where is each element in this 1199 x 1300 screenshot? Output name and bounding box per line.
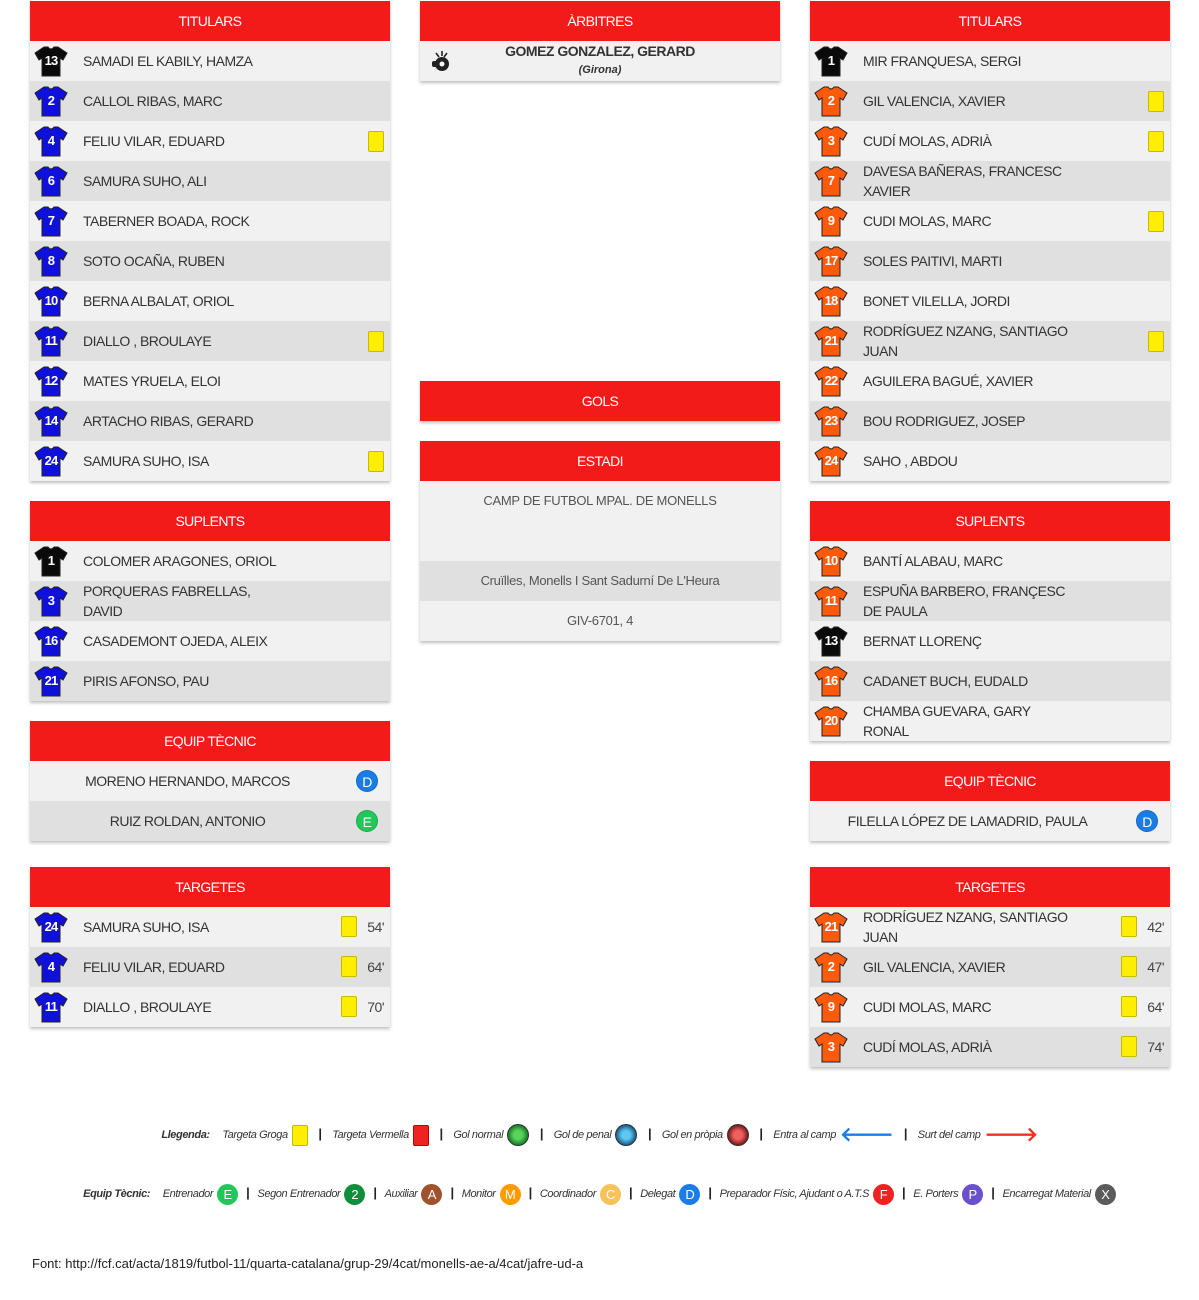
player-name: PORQUERAS FABRELLAS, DAVID: [83, 583, 251, 619]
shirt-icon: [814, 625, 848, 657]
shirt-icon: [814, 165, 848, 197]
player-name: BONET VILELLA, JORDI: [863, 293, 1010, 309]
home-targetes-list: [30, 907, 390, 1027]
legend-item-yellow: [222, 1129, 307, 1141]
player-row: [810, 81, 1170, 121]
player-row: [810, 541, 1170, 581]
shirt-number: 20: [824, 713, 838, 728]
away-targetes-list: [810, 907, 1170, 1067]
player-row: [30, 401, 390, 441]
shirt-icon: [34, 445, 68, 477]
shirt-number: 3: [827, 133, 835, 148]
role-badge-icon: A: [421, 1184, 442, 1205]
shirt-icon: [814, 45, 848, 77]
player-row: [30, 121, 390, 161]
home-targetes-header: TARGETES: [30, 867, 390, 907]
shirt-icon: [814, 665, 848, 697]
shirt-icon: [34, 325, 68, 357]
player-name: BANTÍ ALABAU, MARC: [863, 553, 1003, 569]
away-tecnic-panel: [810, 761, 1170, 841]
estadi-panel: [420, 441, 780, 641]
legend-item-own-goal: [662, 1129, 749, 1141]
shirt-number: 12: [44, 373, 58, 388]
player-name: PIRIS AFONSO, PAU: [83, 673, 209, 689]
away-suplents-panel: [810, 501, 1170, 741]
shirt-number: 9: [827, 999, 835, 1014]
staff-row: [810, 801, 1170, 841]
legend-item-enter: [773, 1124, 894, 1146]
away-targetes-panel: [810, 867, 1170, 1067]
home-suplents-header: SUPLENTS: [30, 501, 390, 541]
gols-panel: [420, 381, 780, 421]
player-row: [810, 441, 1170, 481]
arrow-right-icon: 🡒: [984, 1124, 1038, 1146]
staff-legend-item: [640, 1188, 700, 1200]
shirt-icon: [814, 245, 848, 277]
legend-item-red: [332, 1129, 429, 1141]
player-name: GIL VALENCIA, XAVIER: [863, 93, 1006, 109]
player-name: FELIU VILAR, EDUARD: [83, 959, 225, 975]
staff-legend-item: [257, 1188, 365, 1200]
arbitres-panel: [420, 1, 780, 81]
away-suplents-header: SUPLENTS: [810, 501, 1170, 541]
player-row: [30, 281, 390, 321]
player-row: [810, 401, 1170, 441]
yellow-card-icon: [341, 996, 357, 1017]
shirt-number: 11: [44, 333, 58, 348]
player-row: [810, 241, 1170, 281]
away-tecnic-header: EQUIP TÈCNIC: [810, 761, 1170, 801]
shirt-icon: [814, 585, 848, 617]
role-badge-icon: P: [962, 1184, 983, 1205]
legend-label: Targeta Vermella: [332, 1128, 409, 1141]
arrow-left-icon: 🡐: [839, 1124, 894, 1146]
player-name: SAMADI EL KABILY, HAMZA: [83, 53, 253, 69]
shirt-icon: [814, 405, 848, 437]
shirt-number: 16: [44, 633, 58, 648]
player-name: CALLOL RIBAS, MARC: [83, 93, 223, 109]
shirt-icon: [34, 205, 68, 237]
legend-item-penalty: [554, 1129, 638, 1141]
shirt-icon: [34, 285, 68, 317]
yellow-card-icon: [341, 916, 357, 937]
staff-name: FILELLA LÓPEZ DE LAMADRID, PAULA: [847, 813, 1088, 829]
gols-header: GOLS: [420, 381, 780, 421]
shirt-number: 6: [47, 173, 55, 188]
role-badge-icon: D: [679, 1184, 700, 1205]
card-minute: 42': [1147, 919, 1164, 935]
player-name: RODRÍGUEZ NZANG, SANTIAGO JUAN: [863, 323, 1068, 359]
shirt-icon: [34, 125, 68, 157]
shirt-icon: [34, 665, 68, 697]
staff-legend-item: [385, 1188, 443, 1200]
shirt-number: 3: [47, 593, 55, 608]
card-minute: 64': [367, 959, 384, 975]
shirt-icon: [34, 405, 68, 437]
staff-row: [30, 761, 390, 801]
shirt-number: 21: [824, 333, 838, 348]
shirt-number: 14: [44, 413, 58, 428]
player-name: ESPUÑA BARBERO, FRANÇESC DE PAULA: [863, 583, 1065, 619]
yellow-card-icon: [341, 956, 357, 977]
stadium-address: GIV-6701, 4: [420, 601, 780, 641]
player-name: MATES YRUELA, ELOI: [83, 373, 221, 389]
shirt-number: 11: [824, 593, 838, 608]
staff-legend-label: Auxiliar: [384, 1188, 418, 1201]
player-name: RODRÍGUEZ NZANG, SANTIAGO JUAN: [863, 909, 1068, 945]
player-row: [30, 661, 390, 701]
staff-legend-label: Segon Entrenador: [257, 1188, 341, 1201]
card-row: [810, 987, 1170, 1027]
player-name: SOLES PAITIVI, MARTI: [863, 253, 1002, 269]
shirt-number: 22: [824, 373, 838, 388]
shirt-icon: [34, 85, 68, 117]
estadi-header: ESTADI: [420, 441, 780, 481]
shirt-icon: [34, 45, 68, 77]
role-badge: E: [356, 810, 378, 832]
yellow-card-icon: [368, 451, 384, 472]
legend-label: Gol normal: [453, 1128, 504, 1141]
player-name: BERNA ALBALAT, ORIOL: [83, 293, 234, 309]
red-card-icon: [413, 1125, 429, 1146]
player-name: SAMURA SUHO, ISA: [83, 919, 209, 935]
shirt-icon: [814, 205, 848, 237]
shirt-icon: [34, 365, 68, 397]
shirt-icon: [814, 951, 848, 983]
player-name: GIL VALENCIA, XAVIER: [863, 959, 1006, 975]
player-name: TABERNER BOADA, ROCK: [83, 213, 250, 229]
shirt-icon: [34, 585, 68, 617]
staff-legend-label: Preparador Físic, Ajudant o A.T.S: [719, 1188, 870, 1201]
shirt-icon: [814, 365, 848, 397]
legend-label: Targeta Groga: [222, 1128, 288, 1141]
player-name: CADANET BUCH, EUDALD: [863, 673, 1028, 689]
shirt-icon: [814, 911, 848, 943]
yellow-card-icon: [1121, 956, 1137, 977]
staff-legend-item: [720, 1188, 894, 1200]
card-row: [30, 907, 390, 947]
shirt-icon: [34, 245, 68, 277]
yellow-card-icon: [1148, 91, 1164, 112]
player-row: [810, 41, 1170, 81]
player-name: COLOMER ARAGONES, ORIOL: [83, 553, 277, 569]
referee-city: (Girona): [578, 64, 622, 76]
role-badge-icon: X: [1095, 1184, 1116, 1205]
shirt-number: 24: [824, 453, 838, 468]
player-name: DAVESA BAÑERAS, FRANCESC XAVIER: [863, 163, 1062, 199]
home-suplents-panel: [30, 501, 390, 701]
staff-legend-items: Entrenador E | Segon Entrenador 2 | Auxiliar A | Monitor M | Coordinador C | Delegat D | Preparador Físic, Ajudant o A.T.S F | E. Porters P | Encarregat Material X: [163, 1188, 1116, 1200]
player-name: FELIU VILAR, EDUARD: [83, 133, 225, 149]
away-targetes-header: TARGETES: [810, 867, 1170, 907]
legend-label: Surt del camp: [917, 1128, 981, 1141]
shirt-icon: [34, 951, 68, 983]
staff-legend-title: Equip Tècnic:: [83, 1188, 151, 1201]
shirt-icon: [814, 705, 848, 737]
card-minute: 74': [1147, 1039, 1164, 1055]
staff-legend-label: E. Porters: [913, 1188, 959, 1201]
player-row: [30, 581, 390, 621]
home-titulars-header: TITULARS: [30, 1, 390, 41]
legend-bar: Llegenda: Targeta Groga | Targeta Vermella | Gol normal | Gol de penal | Gol en pròpia | Entra al camp 🡐 | Surt del camp 🡒: [161, 1124, 1038, 1146]
shirt-number: 4: [47, 959, 55, 974]
player-name: ARTACHO RIBAS, GERARD: [83, 413, 254, 429]
shirt-icon: [814, 1031, 848, 1063]
goal-ball-blue-icon: [615, 1124, 637, 1146]
yellow-card-icon: [1148, 131, 1164, 152]
player-name: SOTO OCAÑA, RUBEN: [83, 253, 225, 269]
card-minute: 54': [367, 919, 384, 935]
yellow-card-icon: [1121, 916, 1137, 937]
shirt-icon: [814, 85, 848, 117]
player-name: BOU RODRIGUEZ, JOSEP: [863, 413, 1025, 429]
player-name: CUDÍ MOLAS, ADRIÀ: [863, 133, 992, 149]
player-row: [30, 441, 390, 481]
yellow-card-icon: [1121, 1036, 1137, 1057]
staff-legend-label: Monitor: [461, 1188, 496, 1201]
shirt-number: 8: [47, 253, 55, 268]
shirt-number: 10: [824, 553, 838, 568]
player-row: [30, 321, 390, 361]
staff-legend-item: [540, 1188, 621, 1200]
goal-ball-red-icon: [727, 1124, 749, 1146]
player-name: CASADEMONT OJEDA, ALEIX: [83, 633, 268, 649]
staff-row: [30, 801, 390, 841]
player-row: [30, 361, 390, 401]
home-suplents-list: [30, 541, 390, 701]
player-name: SAMURA SUHO, ISA: [83, 453, 209, 469]
home-team-column: [30, 1, 390, 1047]
stadium-location: Cruïlles, Monells I Sant Sadurní De L'Heura: [420, 561, 780, 601]
role-badge-icon: F: [873, 1184, 894, 1205]
player-row: [810, 361, 1170, 401]
shirt-icon: [814, 991, 848, 1023]
shirt-icon: [34, 165, 68, 197]
shirt-number: 10: [44, 293, 58, 308]
away-titulars-panel: [810, 1, 1170, 481]
staff-legend-item: [462, 1188, 521, 1200]
yellow-card-icon: [368, 331, 384, 352]
card-row: [810, 907, 1170, 947]
shirt-icon: [814, 545, 848, 577]
card-row: [810, 947, 1170, 987]
yellow-card-icon: [1148, 211, 1164, 232]
legend-item-exit: [917, 1124, 1038, 1146]
player-row: [30, 241, 390, 281]
player-name: MIR FRANQUESA, SERGI: [863, 53, 1022, 69]
player-row: [810, 321, 1170, 361]
away-tecnic-list: [810, 801, 1170, 841]
away-titulars-list: [810, 41, 1170, 481]
shirt-number: 1: [827, 53, 835, 68]
shirt-number: 1: [47, 553, 55, 568]
shirt-number: 7: [827, 173, 835, 188]
shirt-number: 21: [824, 919, 838, 934]
away-titulars-header: TITULARS: [810, 1, 1170, 41]
player-name: CHAMBA GUEVARA, GARY RONAL: [863, 703, 1031, 739]
shirt-number: 24: [44, 919, 58, 934]
player-name: AGUILERA BAGUÉ, XAVIER: [863, 373, 1034, 389]
staff-legend-label: Encarregat Material: [1002, 1188, 1091, 1201]
legend-label: Gol en pròpia: [661, 1128, 723, 1141]
home-tecnic-header: EQUIP TÈCNIC: [30, 721, 390, 761]
player-row: [30, 621, 390, 661]
legend-item-goal: [453, 1129, 529, 1141]
card-minute: 64': [1147, 999, 1164, 1015]
staff-legend-label: Coordinador: [539, 1188, 596, 1201]
shirt-number: 17: [824, 253, 838, 268]
player-row: [810, 661, 1170, 701]
staff-name: RUIZ ROLDAN, ANTONIO: [109, 813, 266, 829]
role-badge: D: [356, 770, 378, 792]
home-tecnic-list: [30, 761, 390, 841]
shirt-number: 2: [47, 93, 55, 108]
shirt-number: 21: [44, 673, 58, 688]
player-name: CUDÍ MOLAS, ADRIÀ: [863, 1039, 992, 1055]
player-row: [30, 541, 390, 581]
player-name: DIALLO , BROULAYE: [83, 333, 212, 349]
home-targetes-panel: [30, 867, 390, 1027]
player-row: [810, 581, 1170, 621]
shirt-number: 13: [824, 633, 838, 648]
player-row: [810, 701, 1170, 741]
home-titulars-list: [30, 41, 390, 481]
shirt-icon: [34, 911, 68, 943]
shirt-icon: [34, 625, 68, 657]
shirt-icon: [34, 991, 68, 1023]
role-badge-icon: E: [217, 1184, 238, 1205]
shirt-number: 7: [47, 213, 55, 228]
role-badge-icon: C: [600, 1184, 621, 1205]
arbitres-header: ÀRBITRES: [420, 1, 780, 41]
shirt-number: 13: [44, 53, 58, 68]
shirt-number: 18: [824, 293, 838, 308]
player-row: [810, 121, 1170, 161]
staff-legend-item: [913, 1188, 983, 1200]
staff-legend-label: Entrenador: [162, 1188, 214, 1201]
shirt-number: 2: [827, 93, 835, 108]
legend-title: Llegenda:: [161, 1128, 210, 1141]
yellow-card-icon: [292, 1125, 308, 1146]
away-suplents-list: [810, 541, 1170, 741]
staff-name: MORENO HERNANDO, MARCOS: [85, 773, 290, 789]
card-row: [30, 947, 390, 987]
referee-name: GOMEZ GONZALEZ, GERARD: [505, 43, 695, 59]
shirt-icon: [34, 545, 68, 577]
goal-ball-green-icon: [507, 1124, 529, 1146]
legend-label: Entra al camp: [773, 1128, 836, 1141]
shirt-number: 4: [47, 133, 55, 148]
home-tecnic-panel: [30, 721, 390, 841]
role-badge-icon: M: [500, 1184, 521, 1205]
player-row: [30, 41, 390, 81]
stadium-name: CAMP DE FUTBOL MPAL. DE MONELLS: [420, 481, 780, 561]
player-row: [810, 281, 1170, 321]
player-name: SAHO , ABDOU: [863, 453, 958, 469]
player-row: [30, 201, 390, 241]
player-name: BERNAT LLORENÇ: [863, 633, 982, 649]
card-minute: 47': [1147, 959, 1164, 975]
shirt-number: 3: [827, 1039, 835, 1054]
staff-legend-bar: [0, 1184, 1199, 1205]
role-badge: D: [1136, 810, 1158, 832]
shirt-icon: [814, 125, 848, 157]
player-row: [30, 161, 390, 201]
shirt-number: 16: [824, 673, 838, 688]
player-name: SAMURA SUHO, ALI: [83, 173, 207, 189]
shirt-number: 11: [44, 999, 58, 1014]
player-row: [810, 201, 1170, 241]
shirt-number: 23: [824, 413, 838, 428]
shirt-icon: [814, 325, 848, 357]
player-name: CUDI MOLAS, MARC: [863, 999, 992, 1015]
card-row: [810, 1027, 1170, 1067]
away-team-column: [810, 1, 1170, 1087]
staff-legend-label: Delegat: [640, 1188, 676, 1201]
yellow-card-icon: [368, 131, 384, 152]
match-info-column: [420, 1, 780, 661]
shirt-number: 24: [44, 453, 58, 468]
card-minute: 70': [367, 999, 384, 1015]
shirt-icon: [814, 445, 848, 477]
player-name: DIALLO , BROULAYE: [83, 999, 212, 1015]
referee-row: [420, 41, 780, 81]
legend-label: Gol de penal: [553, 1128, 612, 1141]
staff-legend-item: [163, 1188, 238, 1200]
source-footer: Font: http://fcf.cat/acta/1819/futbol-11/quarta-catalana/grup-29/4cat/monells-ae-a/4cat/jafre-ud-a: [32, 1256, 584, 1271]
yellow-card-icon: [1121, 996, 1137, 1017]
player-row: [810, 621, 1170, 661]
shirt-number: 9: [827, 213, 835, 228]
player-row: [30, 81, 390, 121]
player-row: [810, 161, 1170, 201]
home-titulars-panel: [30, 1, 390, 481]
role-badge-icon: 2: [344, 1184, 365, 1205]
player-name: CUDI MOLAS, MARC: [863, 213, 992, 229]
shirt-number: 2: [827, 959, 835, 974]
yellow-card-icon: [1148, 331, 1164, 352]
shirt-icon: [814, 285, 848, 317]
card-row: [30, 987, 390, 1027]
staff-legend-item: [1002, 1188, 1115, 1200]
